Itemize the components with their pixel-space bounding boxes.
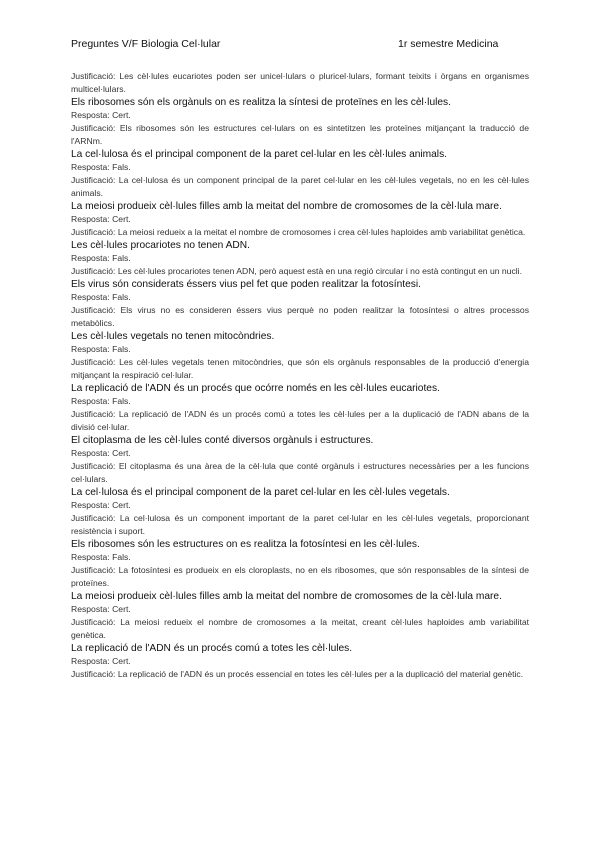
answer-label: Resposta: — [71, 656, 110, 666]
answer-line — [71, 551, 529, 564]
answer-line — [71, 499, 529, 512]
question-statement: La replicació de l'ADN és un procés comú a totes les cèl·lules. — [71, 643, 353, 654]
justification-label: Justificació: — [71, 409, 116, 419]
justification-text: Els ribosomes són les estructures cel·lulars on es sintetitzen les proteïnes mitjançant la traducció de l'ARNm. — [71, 123, 529, 146]
answer-line — [71, 109, 529, 122]
justification-label: Justificació: — [71, 669, 116, 679]
question-item — [71, 148, 529, 200]
question-item — [71, 96, 529, 148]
justification-line — [71, 460, 529, 486]
answer-value: Fals. — [112, 253, 131, 263]
answer-line — [71, 213, 529, 226]
question-statement: La cel·lulosa és el principal component de la paret cel·lular en les cèl·lules animals. — [71, 149, 447, 160]
answer-value: Fals. — [112, 344, 131, 354]
answer-value: Cert. — [112, 604, 131, 614]
justification-text: La replicació de l'ADN és un procés comú a totes les cèl·lules per a la duplicació de l'ADN abans de la divisió cel·lular. — [71, 409, 530, 432]
document-title: Preguntes V/F Biologia Cel·lular — [71, 38, 221, 50]
justification-text: El citoplasma és una àrea de la cèl·lula que conté orgànuls i estructures necessàries per a les funcions cel·lulars. — [71, 461, 530, 484]
answer-line — [71, 252, 529, 265]
justification-label: Justificació: — [71, 617, 116, 627]
answer-value: Cert. — [112, 500, 131, 510]
question-statement: La meiosi produeix cèl·lules filles amb la meitat del nombre de cromosomes de la cèl·lula mare. — [71, 591, 502, 602]
justification-line — [71, 226, 529, 239]
answer-value: Fals. — [112, 396, 131, 406]
question-statement: Les cèl·lules vegetals no tenen mitocòndries. — [71, 331, 275, 342]
justification-line — [71, 616, 529, 642]
justification-line — [71, 304, 529, 330]
justification-line — [71, 265, 529, 278]
justification-label: Justificació: — [71, 305, 116, 315]
question-statement: El citoplasma de les cèl·lules conté diversos orgànuls i estructures. — [71, 435, 374, 446]
justification-label: Justificació: — [71, 227, 116, 237]
question-statement: La cel·lulosa és el principal component de la paret cel·lular en les cèl·lules vegetals. — [71, 487, 450, 498]
question-statement: La meiosi produeix cèl·lules filles amb la meitat del nombre de cromosomes de la cèl·lula mare. — [71, 201, 502, 212]
answer-label: Resposta: — [71, 292, 110, 302]
justification-text: La cel·lulosa és un component principal de la paret cel·lular en les cèl·lules vegetals, no en les cèl·lules animals. — [71, 175, 530, 198]
answer-label: Resposta: — [71, 448, 110, 458]
justification-text: La cel·lulosa és un component important de la paret cel·lular en les cèl·lules vegetals, proporcionant resistència i suport. — [71, 513, 529, 536]
answer-line — [71, 395, 529, 408]
justification-text: La meiosi redueix el nombre de cromosomes a la meitat, creant cèl·lules haploides amb variabilitat genètica. — [71, 617, 529, 640]
answer-label: Resposta: — [71, 214, 110, 224]
justification-label: Justificació: — [71, 123, 116, 133]
justification-text: Les cèl·lules procariotes tenen ADN, però aquest està en una regió circular i no està contingut en un nucli. — [117, 266, 522, 276]
justification-line — [71, 122, 529, 148]
answer-line — [71, 655, 529, 668]
answer-label: Resposta: — [71, 344, 110, 354]
answer-value: Fals. — [112, 162, 131, 172]
question-item — [71, 278, 529, 330]
answer-label: Resposta: — [71, 604, 110, 614]
answer-line — [71, 447, 529, 460]
question-item — [71, 538, 529, 590]
justification-label: Justificació: — [71, 513, 116, 523]
question-list — [71, 70, 529, 681]
question-item — [71, 590, 529, 642]
justification-text: La meiosi redueix a la meitat el nombre de cromosomes i crea cèl·lules haploides amb variabilitat genètica. — [117, 227, 526, 237]
question-item — [71, 239, 529, 278]
justification-text: La fotosíntesi es produeix en els cloroplasts, no en els ribosomes, que són responsables de la síntesi de proteïnes. — [71, 565, 529, 588]
answer-line — [71, 603, 529, 616]
answer-label: Resposta: — [71, 110, 110, 120]
justification-text: La replicació de l'ADN és un procés essencial en totes les cèl·lules per a la duplicació del material genètic. — [117, 669, 524, 679]
question-item — [71, 330, 529, 382]
justification-text: Les cèl·lules eucariotes poden ser unicel·lulars o pluricel·lulars, formant teixits i òrgans en organismes multicel·lulars. — [71, 71, 530, 94]
question-statement: Els ribosomes són les estructures on es realitza la fotosíntesi en les cèl·lules. — [71, 539, 420, 550]
answer-line — [71, 343, 529, 356]
question-item — [71, 200, 529, 239]
justification-line — [71, 668, 529, 681]
justification-label: Justificació: — [71, 71, 116, 81]
justification-label: Justificació: — [71, 357, 116, 367]
question-item — [71, 486, 529, 538]
justification-line — [71, 408, 529, 434]
question-statement: La replicació de l'ADN és un procés que ocórre només en les cèl·lules eucariotes. — [71, 383, 440, 394]
question-item — [71, 642, 529, 681]
semester-label: 1r semestre Medicina — [398, 38, 499, 50]
answer-value: Cert. — [112, 448, 131, 458]
justification-line — [71, 564, 529, 590]
answer-value: Cert. — [112, 110, 131, 120]
question-statement: Els ribosomes són els orgànuls on es realitza la síntesi de proteïnes en les cèl·lules. — [71, 97, 451, 108]
answer-line — [71, 161, 529, 174]
answer-label: Resposta: — [71, 396, 110, 406]
justification-label: Justificació: — [71, 175, 116, 185]
justification-line — [71, 356, 529, 382]
question-item — [71, 382, 529, 434]
answer-label: Resposta: — [71, 552, 110, 562]
justification-line — [71, 174, 529, 200]
answer-value: Fals. — [112, 292, 131, 302]
answer-value: Cert. — [112, 214, 131, 224]
justification-label: Justificació: — [71, 565, 116, 575]
answer-label: Resposta: — [71, 253, 110, 263]
answer-label: Resposta: — [71, 500, 110, 510]
question-item — [71, 434, 529, 486]
justification-text: Les cèl·lules vegetals tenen mitocòndries, que són els orgànuls responsables de la producció d'energia mitjançant la respiració cel·lular. — [71, 357, 529, 380]
justification-label: Justificació: — [71, 266, 116, 276]
answer-value: Fals. — [112, 552, 131, 562]
answer-label: Resposta: — [71, 162, 110, 172]
justification-line — [71, 512, 529, 538]
question-statement: Els virus són considerats éssers vius pel fet que poden realitzar la fotosíntesi. — [71, 279, 421, 290]
justification-text: Els virus no es consideren éssers vius perquè no poden realitzar la fotosíntesi o altres processos metabòlics. — [71, 305, 529, 328]
question-statement: Les cèl·lules procariotes no tenen ADN. — [71, 240, 250, 251]
intro-justification — [71, 70, 529, 96]
answer-line — [71, 291, 529, 304]
answer-value: Cert. — [112, 656, 131, 666]
justification-label: Justificació: — [71, 461, 116, 471]
